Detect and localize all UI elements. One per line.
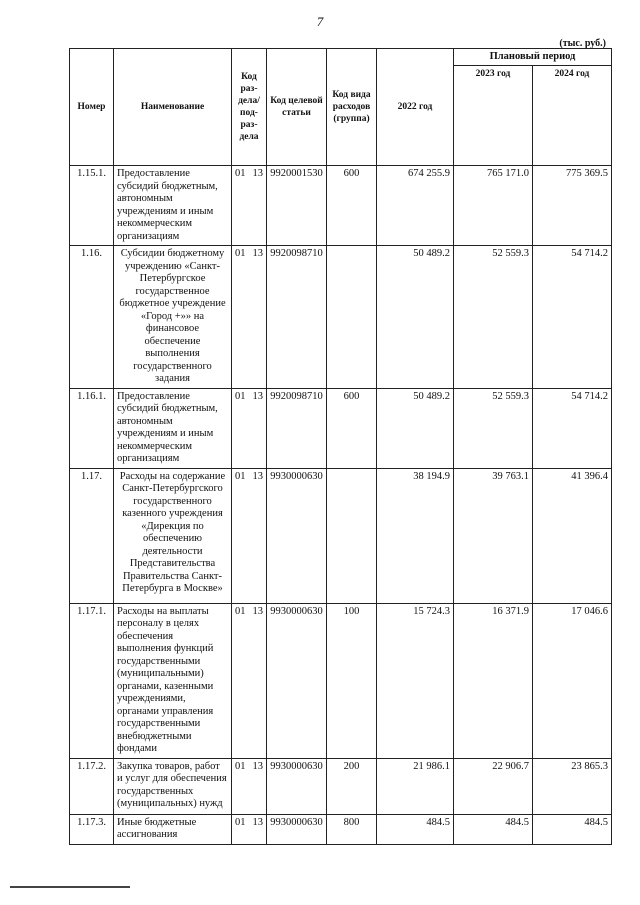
row-name: Субсидии бюджетному учреждению «Санкт-Петербургское государственное бюджетное учреждение «Город +»» на финансовое обеспечение выполнения государственного задания [114, 246, 232, 389]
row-expense-code: 800 [327, 814, 377, 844]
row-target-code: 9920098710 [267, 388, 327, 468]
row-number: 1.16.1. [70, 388, 114, 468]
row-value-2023: 39 763.1 [454, 468, 533, 603]
row-value-2023: 52 559.3 [454, 388, 533, 468]
row-section-code [232, 758, 267, 814]
row-section-code [232, 814, 267, 844]
header-row [70, 49, 612, 66]
subsection-code: 13 [252, 816, 263, 828]
section-code: 01 [235, 470, 246, 482]
row-number: 1.15.1. [70, 166, 114, 246]
row-value-2022: 21 986.1 [377, 758, 454, 814]
row-section-code [232, 468, 267, 603]
row-value-2022: 484.5 [377, 814, 454, 844]
section-code: 01 [235, 248, 246, 259]
row-value-2023: 16 371.9 [454, 603, 533, 758]
section-code: 01 [235, 605, 246, 617]
row-number: 1.17.3. [70, 814, 114, 844]
header-2022: 2022 год [377, 49, 454, 166]
row-value-2024: 54 714.2 [533, 246, 612, 389]
row-expense-code [327, 468, 377, 603]
row-value-2023: 484.5 [454, 814, 533, 844]
row-section-code [232, 603, 267, 758]
row-expense-code: 600 [327, 166, 377, 246]
row-expense-code: 600 [327, 388, 377, 468]
page-number: 7 [316, 14, 324, 29]
header-planned-period: Плановый период [454, 49, 612, 66]
table-row [70, 603, 612, 758]
row-value-2024: 17 046.6 [533, 603, 612, 758]
subsection-code: 13 [252, 390, 263, 402]
row-expense-code: 100 [327, 603, 377, 758]
header-target: Код целевой статьи [267, 49, 327, 166]
row-value-2022: 15 724.3 [377, 603, 454, 758]
budget-table [69, 48, 612, 845]
table-row [70, 814, 612, 844]
row-section-code [232, 246, 267, 389]
row-expense-code: 200 [327, 758, 377, 814]
row-target-code: 9930000630 [267, 603, 327, 758]
subsection-code: 13 [252, 470, 263, 482]
row-name: Расходы на содержание Санкт-Петербургского государственного казенного учреждения «Дирекция по обеспечению деятельности Представительства Правительства Санкт-Петербурга в Москве» [114, 468, 232, 603]
subsection-code: 13 [252, 760, 263, 772]
row-value-2023: 765 171.0 [454, 166, 533, 246]
header-section: Код раз-дела/ под-раз-дела [232, 49, 267, 166]
row-target-code: 9930000630 [267, 468, 327, 603]
row-name: Предоставление субсидий бюджетным, автономным учреждениям и иным некоммерческим организациям [114, 388, 232, 468]
row-name: Закупка товаров, работ и услуг для обеспечения государственных (муниципальных) нужд [114, 758, 232, 814]
units-label: (тыс. руб.) [559, 38, 606, 49]
row-target-code: 9920098710 [267, 246, 327, 389]
row-number: 1.17.2. [70, 758, 114, 814]
row-name: Иные бюджетные ассигнования [114, 814, 232, 844]
table-row [70, 246, 612, 389]
row-name: Предоставление субсидий бюджетным, автономным учреждениям и иным некоммерческим организациям [114, 166, 232, 246]
section-code: 01 [235, 168, 246, 179]
subsection-code: 13 [252, 248, 263, 259]
row-value-2022: 38 194.9 [377, 468, 454, 603]
row-value-2024: 54 714.2 [533, 388, 612, 468]
subsection-code: 13 [252, 168, 263, 179]
row-target-code: 9930000630 [267, 758, 327, 814]
subsection-code: 13 [252, 605, 263, 617]
row-value-2024: 23 865.3 [533, 758, 612, 814]
table-row [70, 388, 612, 468]
table-row [70, 166, 612, 246]
header-number: Номер [70, 49, 114, 166]
section-code: 01 [235, 390, 246, 402]
row-target-code: 9930000630 [267, 814, 327, 844]
row-expense-code [327, 246, 377, 389]
row-section-code [232, 388, 267, 468]
row-value-2022: 50 489.2 [377, 388, 454, 468]
row-name: Расходы на выплаты персоналу в целях обеспечения выполнения функций государственными (муниципальными) органами, казенными учреждениями, органами управления государственными внебюджетными фондами [114, 603, 232, 758]
row-section-code [232, 166, 267, 246]
row-value-2024: 484.5 [533, 814, 612, 844]
row-number: 1.16. [70, 246, 114, 389]
footer-divider [10, 886, 130, 888]
row-number: 1.17.1. [70, 603, 114, 758]
row-value-2022: 50 489.2 [377, 246, 454, 389]
row-target-code: 9920001530 [267, 166, 327, 246]
header-expense-type: Код вида расходов (группа) [327, 49, 377, 166]
table-row [70, 468, 612, 603]
header-2023: 2023 год [454, 66, 533, 166]
row-value-2024: 41 396.4 [533, 468, 612, 603]
row-value-2022: 674 255.9 [377, 166, 454, 246]
section-code: 01 [235, 816, 246, 828]
row-number: 1.17. [70, 468, 114, 603]
table-row [70, 758, 612, 814]
row-value-2023: 52 559.3 [454, 246, 533, 389]
header-2024: 2024 год [533, 66, 612, 166]
row-value-2023: 22 906.7 [454, 758, 533, 814]
section-code: 01 [235, 760, 246, 772]
header-name: Наименование [114, 49, 232, 166]
row-value-2024: 775 369.5 [533, 166, 612, 246]
